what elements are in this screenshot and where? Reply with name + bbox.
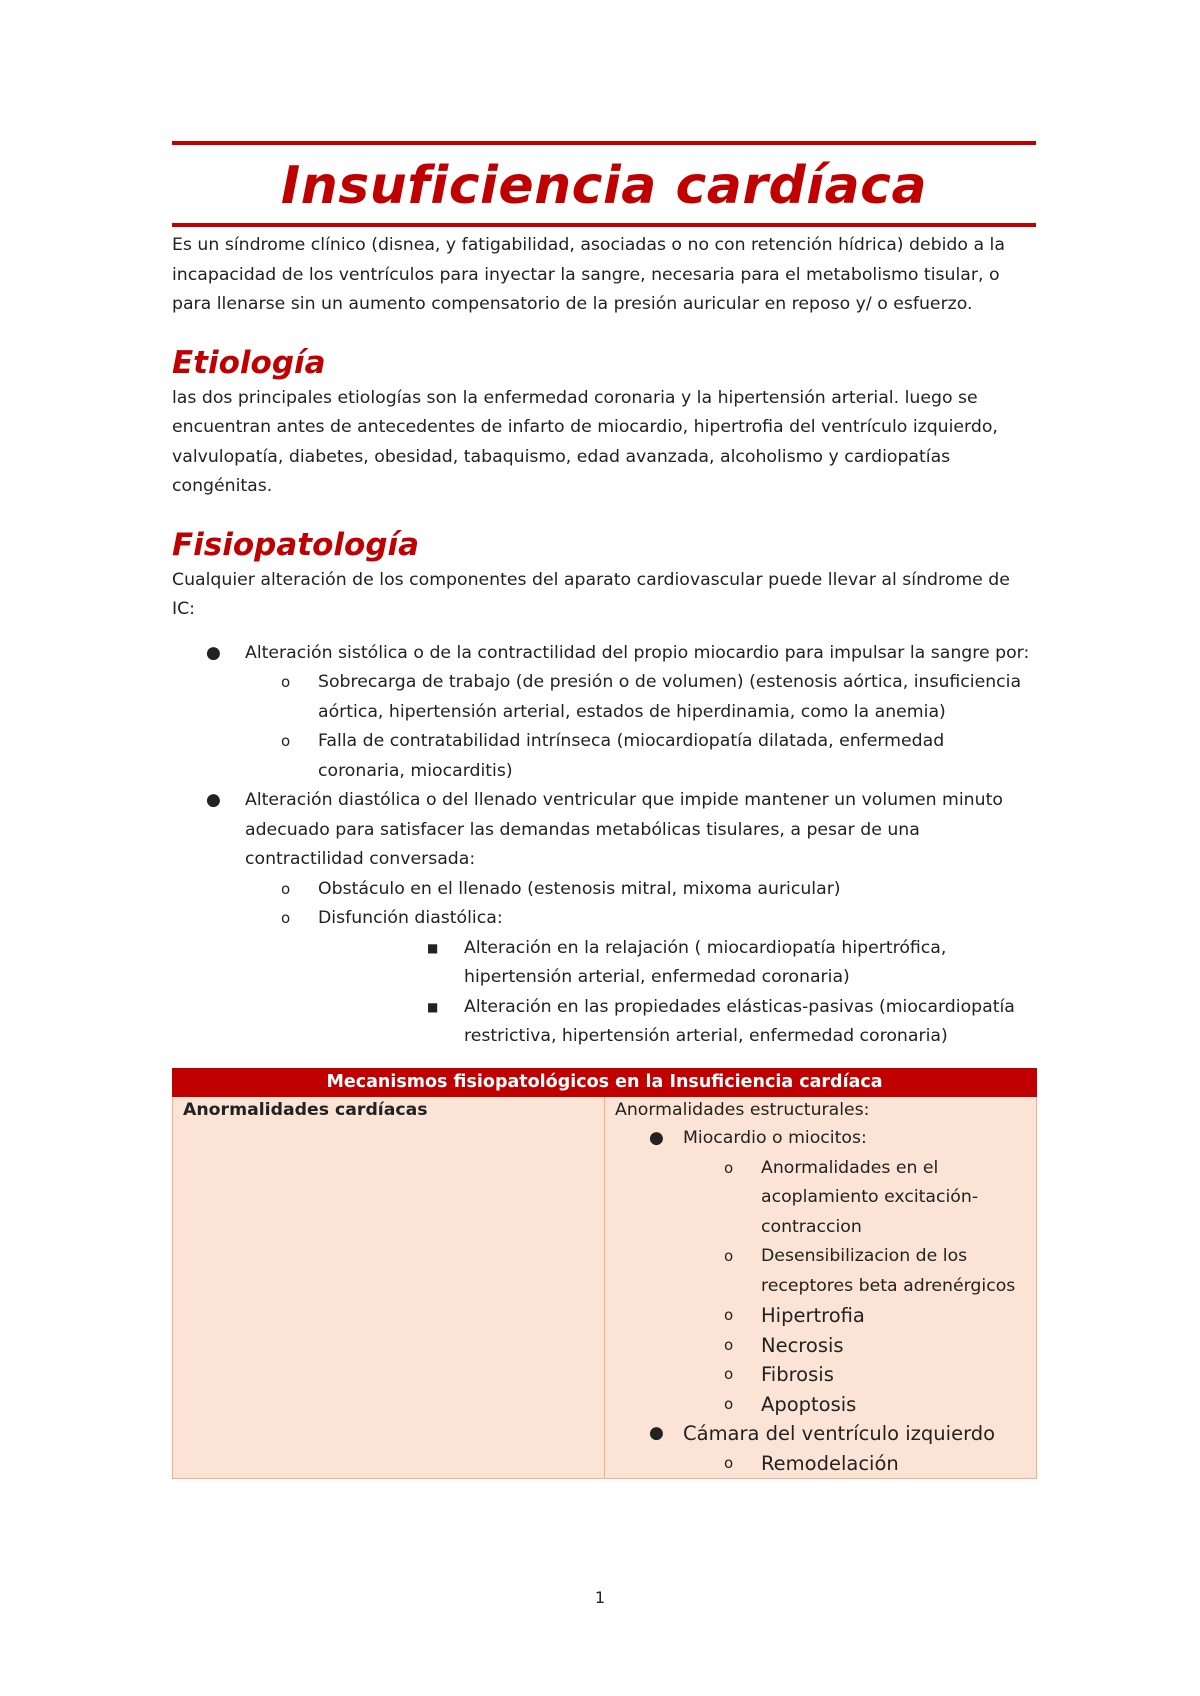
list-item bbox=[172, 786, 1036, 1052]
table-list-item bbox=[615, 1124, 1030, 1419]
table-list-item bbox=[615, 1419, 1030, 1478]
page-title: Insuficiencia cardíaca bbox=[280, 156, 928, 216]
table-sub-item bbox=[615, 1390, 1030, 1420]
table-sub-item-text: Anormalidades en el acoplamiento excitación-contraccion bbox=[761, 1157, 979, 1237]
sub-list-item bbox=[172, 904, 1036, 1052]
circle-bullet-icon: o bbox=[724, 1158, 734, 1177]
list-item bbox=[172, 639, 1036, 787]
circle-bullet-icon: o bbox=[724, 1365, 734, 1383]
table-cell-left: Anormalidades cardíacas bbox=[173, 1096, 605, 1479]
table-right-title: Anormalidades estructurales: bbox=[615, 1099, 870, 1120]
circle-bullet-icon: o bbox=[724, 1394, 734, 1413]
table-sub-item-text: Remodelación bbox=[761, 1451, 899, 1475]
table-sub-item bbox=[615, 1449, 1030, 1479]
bullet-icon: ● bbox=[206, 790, 221, 810]
sub-sub-list-item bbox=[245, 993, 1036, 1052]
etiologia-heading: Etiología bbox=[172, 344, 326, 381]
table-sub-item bbox=[615, 1360, 1030, 1390]
circle-bullet-icon: o bbox=[281, 673, 291, 691]
square-bullet-icon: ■ bbox=[427, 999, 439, 1014]
table-sub-item-text: Desensibilizacion de los receptores beta adrenérgicos bbox=[761, 1246, 1016, 1296]
sub-sub-list-item bbox=[245, 934, 1036, 993]
circle-bullet-icon: o bbox=[281, 909, 291, 927]
list-item-text: Alteración sistólica o de la contractilidad del propio miocardio para impulsar la sangre por: bbox=[245, 642, 1030, 663]
page-content bbox=[172, 141, 1036, 1479]
circle-bullet-icon: o bbox=[724, 1335, 734, 1354]
page-number: 1 bbox=[594, 1588, 606, 1607]
intro-paragraph: Es un síndrome clínico (disnea, y fatigabilidad, asociadas o no con retención hídrica) debido a la incapacidad de los ventrículos para inyectar la sangre, necesaria para el metabolismo tisular, o para llenarse sin un aumento compensatorio de la presión auricular en reposo y/ o esfuerzo. bbox=[172, 235, 1005, 314]
table-sub-item bbox=[615, 1331, 1030, 1361]
bullet-icon: ● bbox=[649, 1128, 664, 1148]
table-list-item-text: Cámara del ventrículo izquierdo bbox=[683, 1422, 996, 1445]
sub-list-item-text: Falla de contratabilidad intrínseca (miocardiopatía dilatada, enfermedad coronaria, miocarditis) bbox=[318, 731, 945, 781]
mechanisms-table bbox=[172, 1068, 1037, 1480]
sub-list-item-text: Obstáculo en el llenado (estenosis mitral, mixoma auricular) bbox=[318, 878, 841, 899]
circle-bullet-icon: o bbox=[281, 732, 291, 750]
etiologia-paragraph: las dos principales etiologías son la enfermedad coronaria y la hipertensión arterial. luego se encuentran antes de antecedentes de infarto de miocardio, hipertrofia del ventrículo izquierdo, valvulopatía, diabetes, obesidad, tabaquismo, edad avanzada, alcoholismo y cardiopatías congénitas. bbox=[172, 387, 998, 496]
table-cell-right bbox=[605, 1096, 1037, 1479]
title-top-rule bbox=[172, 141, 1036, 145]
table-sub-item bbox=[615, 1154, 1030, 1243]
table-sub-item-text: Necrosis bbox=[761, 1333, 844, 1357]
fisiopatologia-paragraph: Cualquier alteración de los componentes del aparato cardiovascular puede llevar al síndrome de IC: bbox=[172, 569, 1010, 619]
sub-list-item bbox=[172, 727, 1036, 786]
sub-list-item-text: Disfunción diastólica: bbox=[318, 908, 503, 928]
sub-list-item bbox=[172, 668, 1036, 727]
circle-bullet-icon: o bbox=[724, 1453, 734, 1472]
table-header: Mecanismos fisiopatológicos en la Insuficiencia cardíaca bbox=[173, 1068, 1037, 1096]
circle-bullet-icon: o bbox=[281, 879, 291, 898]
sub-sub-list-item-text: Alteración en las propiedades elásticas-pasivas (miocardiopatía restrictiva, hipertensión arterial, enfermedad coronaria) bbox=[464, 996, 1015, 1046]
bullet-icon: ● bbox=[206, 642, 221, 663]
table-sub-item bbox=[615, 1242, 1030, 1301]
list-item-text: Alteración diastólica o del llenado ventricular que impide mantener un volumen minuto adecuado para satisfacer las demandas metabólicas tisulares, a pesar de una contractilidad conversada: bbox=[245, 790, 1003, 869]
sub-list-item-text: Sobrecarga de trabajo (de presión o de volumen) (estenosis aórtica, insuficiencia aórtica, hipertensión arterial, estados de hiperdinamia, como la anemia) bbox=[318, 672, 1022, 722]
fisiopatologia-list bbox=[172, 639, 1036, 1052]
sub-list-item bbox=[172, 875, 1036, 905]
table-list-item-text: Miocardio o miocitos: bbox=[683, 1128, 867, 1148]
circle-bullet-icon: o bbox=[724, 1306, 734, 1324]
circle-bullet-icon: o bbox=[724, 1247, 734, 1265]
sub-sub-list-item-text: Alteración en la relajación ( miocardiopatía hipertrófica, hipertensión arterial, enfermedad coronaria) bbox=[464, 937, 947, 987]
table-sub-item-text: Fibrosis bbox=[761, 1363, 834, 1386]
table-sub-item bbox=[615, 1301, 1030, 1331]
table-sub-item-text: Hipertrofia bbox=[761, 1304, 865, 1327]
title-bottom-rule bbox=[172, 223, 1036, 227]
fisiopatologia-heading: Fisiopatología bbox=[172, 526, 420, 563]
square-bullet-icon: ■ bbox=[427, 940, 439, 955]
bullet-icon: ● bbox=[649, 1423, 664, 1443]
table-sub-item-text: Apoptosis bbox=[761, 1392, 857, 1416]
